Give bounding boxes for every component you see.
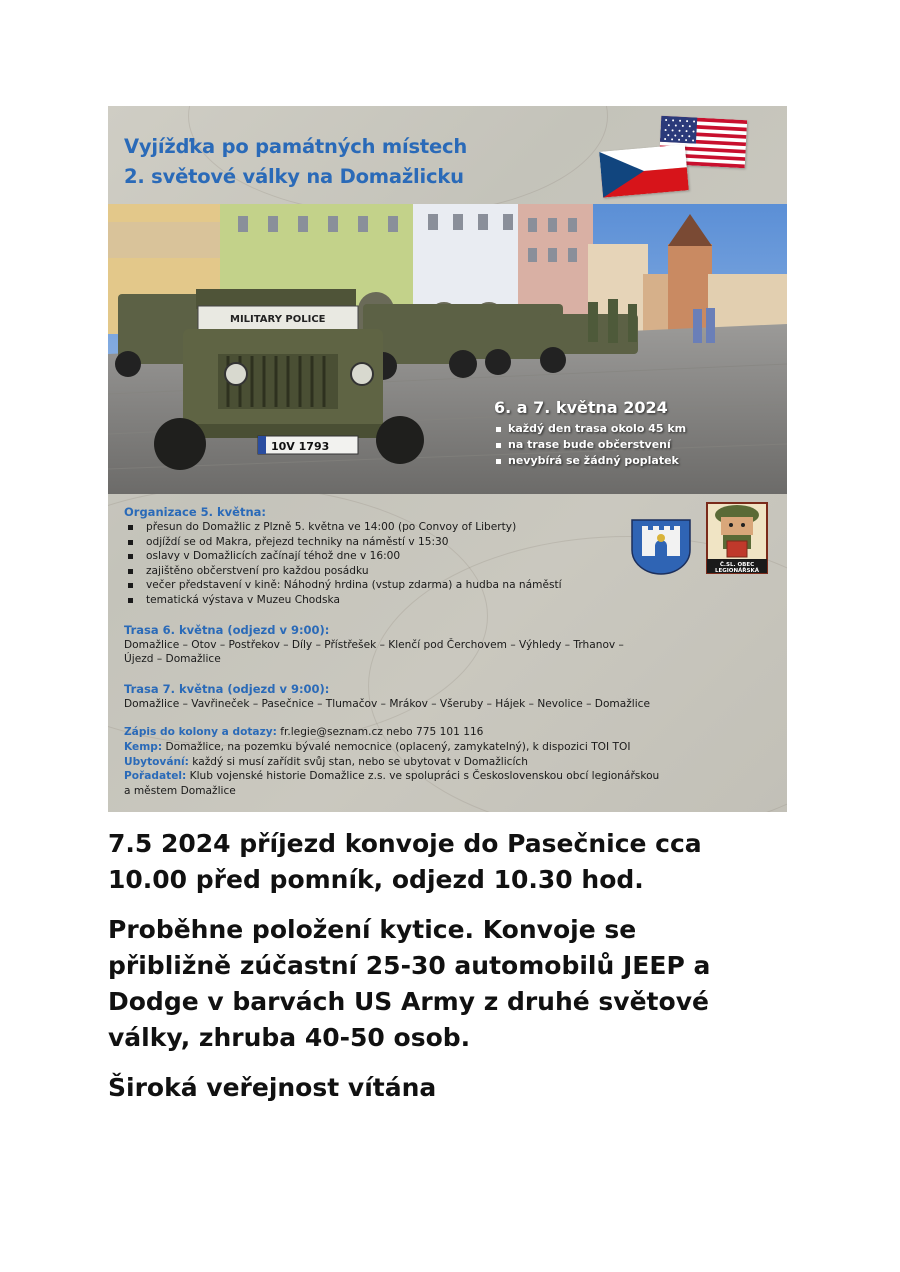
jeep-sign-text: MILITARY POLICE: [230, 314, 326, 325]
route7-heading: Trasa 7. května (odjezd v 9:00):: [124, 681, 330, 696]
event-date: 6. a 7. května 2024: [494, 398, 668, 417]
poster-title-line2: 2. světové války na Domažlicku: [124, 165, 464, 188]
event-points: [494, 421, 784, 469]
contact-label: Ubytování:: [124, 755, 189, 768]
ceremony-line-3: Dodge v barvách US Army z druhé světové: [108, 987, 709, 1016]
contact-label: Zápis do kolony a dotazy:: [124, 726, 277, 739]
route6-line2: Újezd – Domažlice: [124, 653, 221, 666]
jeep-plate-text: 10V 1793: [271, 440, 330, 453]
organization-list: [126, 520, 774, 608]
route7-line1: Domažlice – Vavřineček – Pasečnice – Tlumačov – Mrákov – Všeruby – Hájek – Nevolice – Domažlice: [124, 697, 651, 710]
contact-signup: [124, 725, 774, 740]
organization-heading: Organizace 5. května:: [124, 505, 267, 519]
contact-text: Domažlice, na pozemku bývalé nemocnice (oplacený, zamykatelný), k dispozici TOI TOI: [162, 740, 631, 753]
event-point: nevybírá se žádný poplatek: [494, 453, 784, 469]
contact-organizer: [124, 769, 774, 784]
poster-title-line1: Vyjížďka po památných místech: [124, 135, 468, 158]
list-item: večer představení v kině: Náhodný hrdina (vstup zdarma) a hudba na náměstí: [126, 578, 774, 593]
contact-lodging: [124, 755, 774, 770]
ceremony-paragraph: [108, 912, 808, 1056]
list-item: oslavy v Domažlicích začínají téhož dne v 16:00: [126, 549, 774, 564]
arrival-line-1: 7.5 2024 příjezd konvoje do Pasečnice cca: [108, 829, 702, 858]
contact-label: Kemp:: [124, 740, 163, 753]
contact-camp: [124, 740, 774, 755]
arrival-paragraph: [108, 826, 808, 898]
list-item: přesun do Domažlic z Plzně 5. května ve 14:00 (po Convoy of Liberty): [126, 520, 774, 535]
program-section: [124, 504, 774, 798]
list-item: odjíždí se od Makra, přejezd techniky na náměstí v 15:30: [126, 535, 774, 550]
contact-text: Klub vojenské historie Domažlice z.s. ve spolupráci s Československou obcí legionářskou: [186, 770, 660, 783]
event-point: každý den trasa okolo 45 km: [494, 421, 784, 437]
ceremony-line-4: války, zhruba 40-50 osob.: [108, 1023, 471, 1052]
event-point: na trase bude občerstvení: [494, 437, 784, 453]
arrival-line-2: 10.00 před pomník, odjezd 10.30 hod.: [108, 865, 644, 894]
legion-emblem-text-2: LEGIONÁŘSKÁ: [714, 568, 760, 574]
list-item: zajištěno občerstvení pro každou posádku: [126, 564, 774, 579]
ceremony-line-2: přibližně zúčastní 25-30 automobilů JEEP a: [108, 951, 711, 980]
public-welcome-line: Široká veřejnost vítána: [108, 1073, 437, 1102]
czech-flag-icon: [599, 144, 689, 197]
route6-heading: Trasa 6. května (odjezd v 9:00):: [124, 622, 330, 637]
legion-emblem-text-1: Č.SL. OBEC: [719, 562, 755, 568]
convoy-notes: [108, 826, 808, 1120]
contact-text: fr.legie@seznam.cz nebo 775 101 116: [276, 726, 484, 739]
poster-title: [124, 132, 604, 192]
ceremony-line-1: Proběhne položení kytice. Konvoje se: [108, 915, 637, 944]
contact-organizer-tail: a městem Domažlice: [124, 784, 236, 797]
event-info: [494, 398, 784, 469]
event-poster: [108, 106, 787, 812]
contact-label: Pořadatel:: [124, 770, 187, 783]
contact-text: každý si musí zařídit svůj stan, nebo se ubytovat v Domažlicích: [188, 755, 528, 768]
public-welcome-paragraph: [108, 1070, 808, 1106]
list-item: tematická výstava v Muzeu Chodska: [126, 593, 774, 608]
route6-line1: Domažlice – Otov – Postřekov – Díly – Přístřešek – Klenčí pod Čerchovem – Výhledy – Trhanov –: [124, 638, 624, 651]
